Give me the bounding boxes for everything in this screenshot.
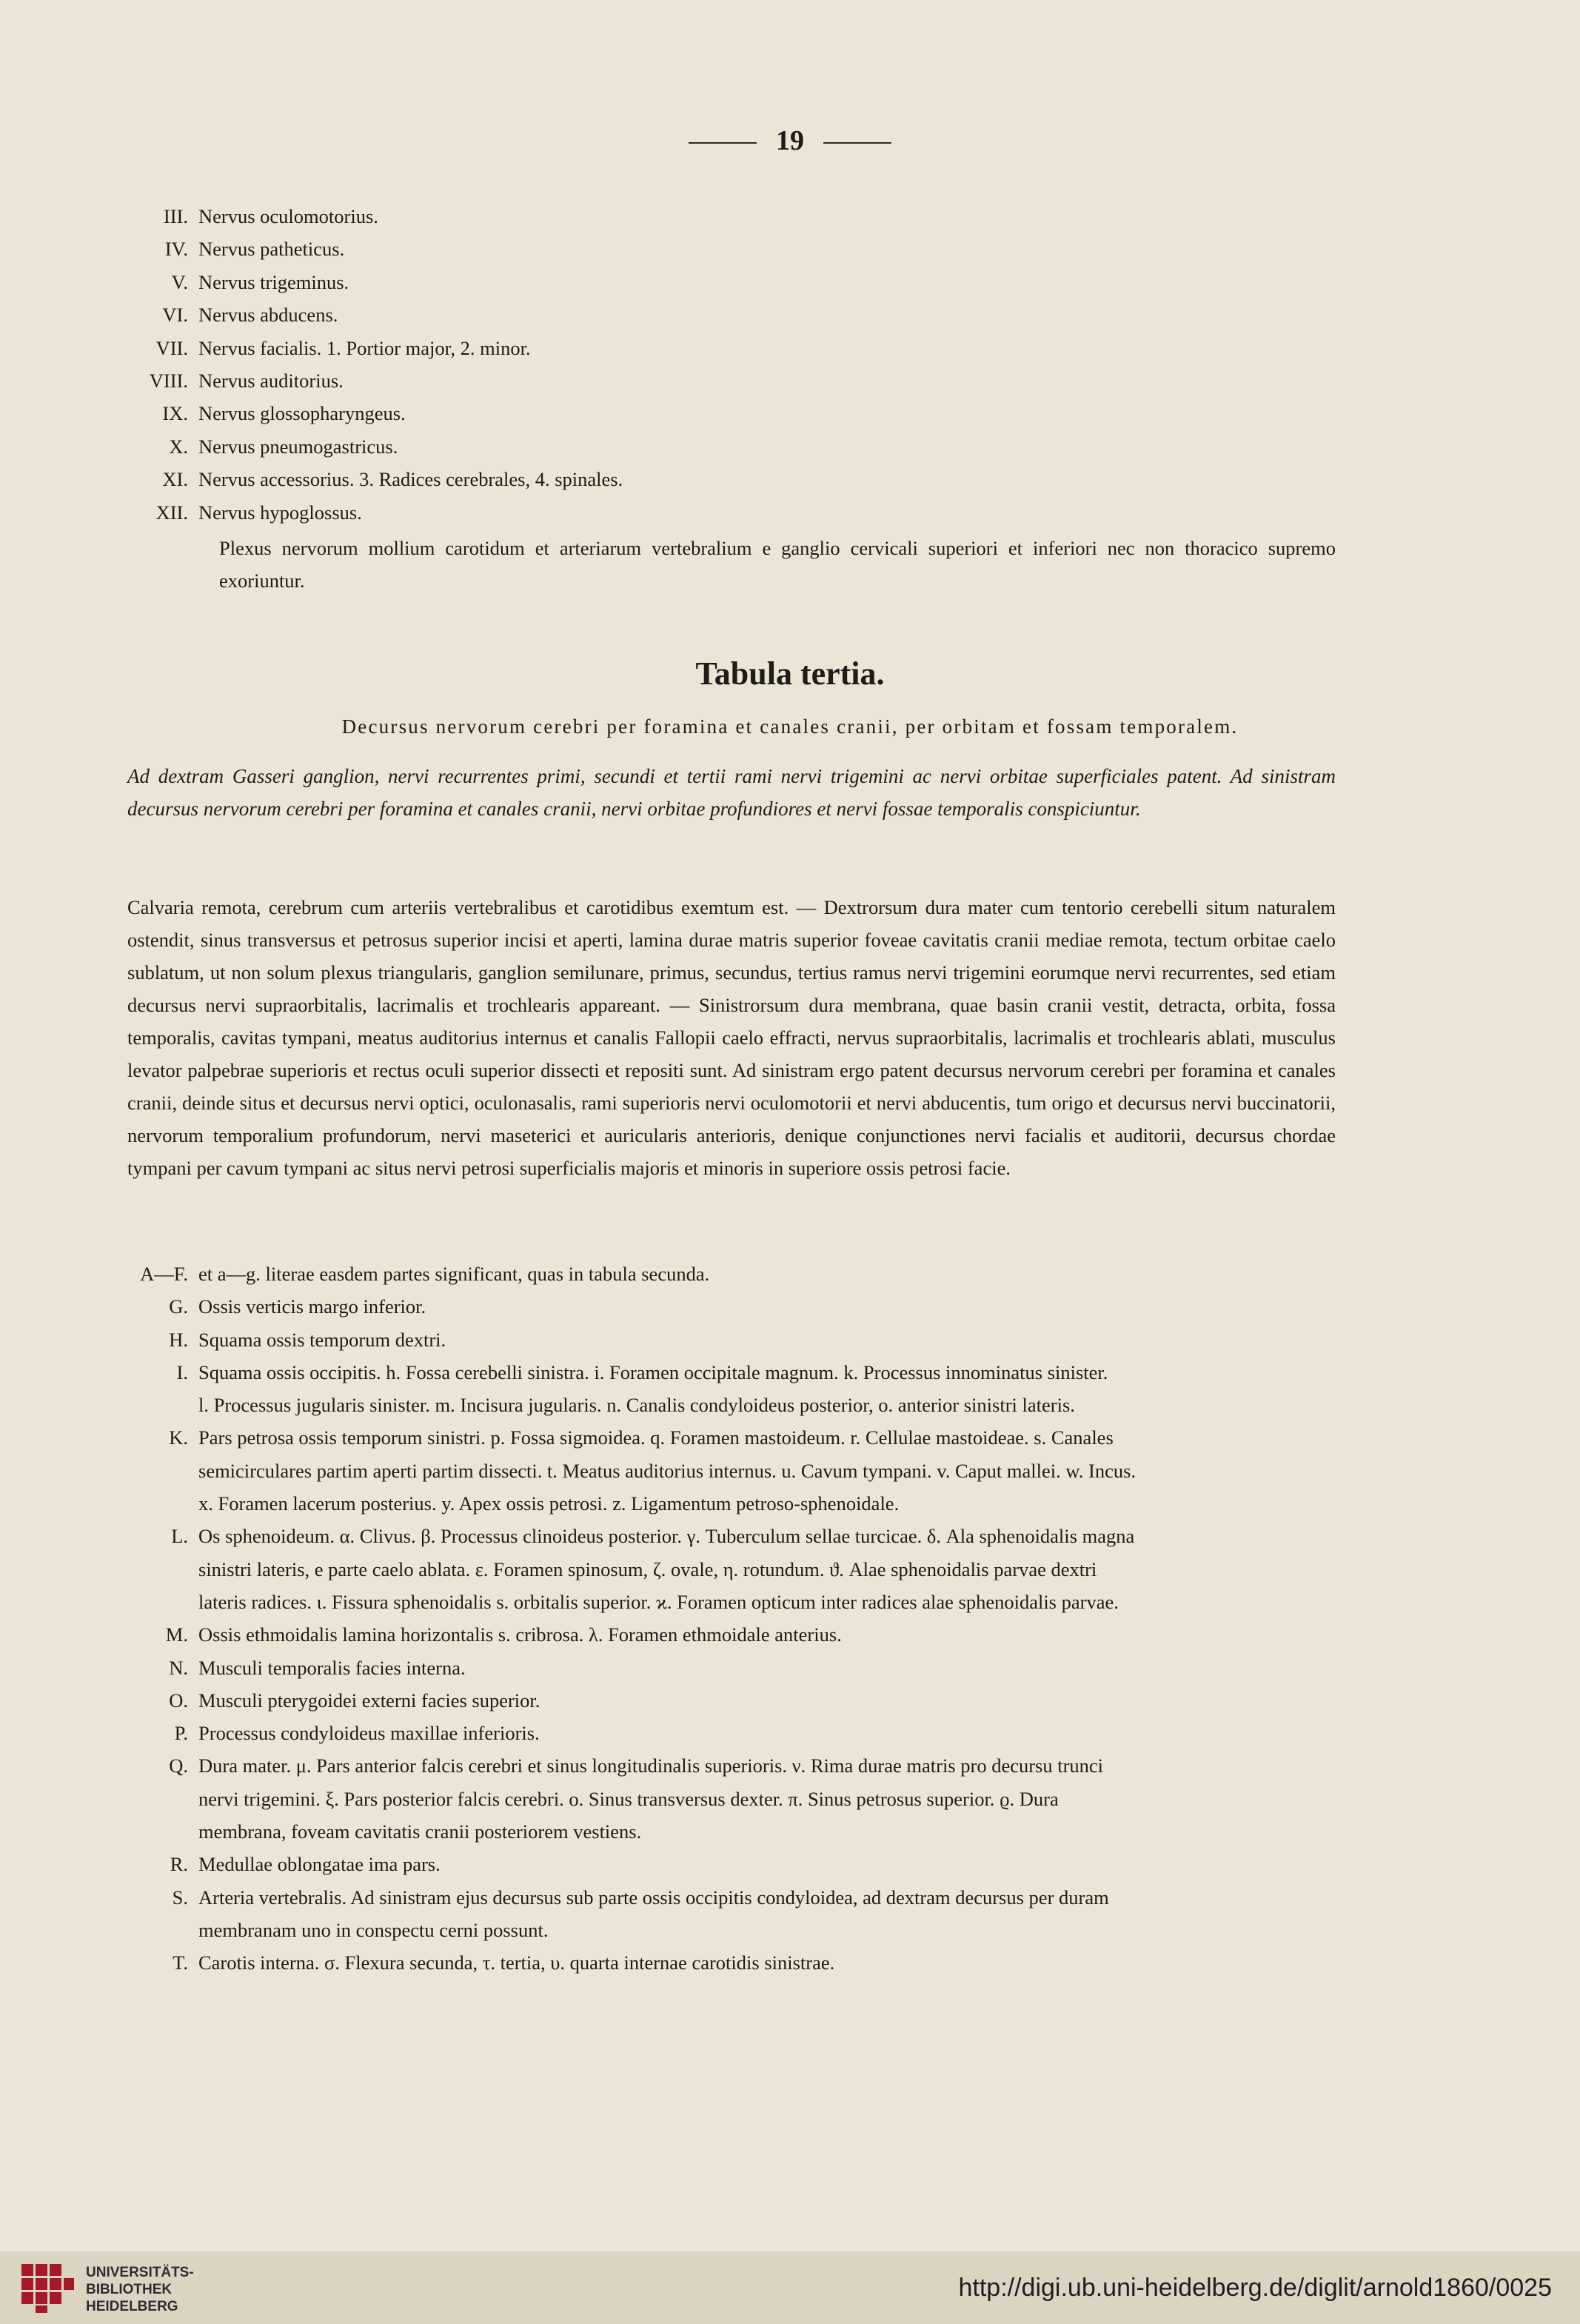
section-title: Tabula tertia. — [695, 655, 885, 692]
item-text: semicirculares partim aperti partim dissecti. t. Meatus auditorius internus. u. Cavum tympani. v. Caput mallei. w. Incus. — [198, 1459, 1137, 1482]
list-item — [126, 430, 1348, 463]
item-label: VII. — [155, 336, 188, 359]
item-label — [126, 1815, 198, 1848]
item-label: S. — [172, 1886, 188, 1909]
item-text: Musculi temporalis facies interna. — [198, 1656, 466, 1679]
item-label — [126, 1586, 198, 1618]
item-text: Medullae oblongatae ima pars. — [198, 1853, 441, 1876]
list-item — [126, 1848, 1348, 1880]
section-subtitle: Decursus nervorum cerebri per foramina et canales cranii, per orbitam et fossam temporalem. — [341, 715, 1239, 738]
page-number — [0, 124, 1580, 157]
list-item — [126, 1881, 1348, 1914]
list-item — [126, 1487, 1348, 1520]
item-label: G. — [169, 1295, 188, 1318]
list-item — [126, 463, 1348, 495]
item-text: Musculi pterygoidei externi facies superior. — [198, 1689, 540, 1712]
item-text: membrana, foveam cavitatis cranii posteriorem vestiens. — [198, 1820, 642, 1843]
item-label: VI. — [162, 304, 188, 327]
list-item — [126, 1258, 1348, 1290]
list-item — [126, 1520, 1348, 1552]
item-label — [126, 1914, 198, 1946]
item-text: Pars petrosa ossis temporum sinistri. p. Fossa sigmoidea. q. Foramen mastoideum. r. Cellulae mastoideae. s. Canales — [198, 1426, 1114, 1449]
item-label: M. — [165, 1623, 188, 1646]
page-number-text: 19 — [776, 125, 804, 156]
institution-name — [86, 2264, 194, 2315]
item-text: Nervus abducens. — [198, 304, 338, 327]
section-body: Calvaria remota, cerebrum cum arteriis vertebralibus et carotidibus exemtum est. — Dextrorsum dura mater cum tentorio cerebelli situm naturalem ostendit, sinus transversus et petrosus superior incisi et aperti, lamina durae matris superior foveae cavitatis cranii mediae remota, tectum orbitae caelo sublatum, ut non solum plexus triangularis, ganglion semilunare, primus, secundus, tertius ramus nervi trigemini eorumque nervi recurrentes, sed etiam decursus nervi supraorbitalis, lacrimalis et trochlearis appareant. — Sinistrorsum dura membrana, quae basin cranii vestit, detracta, orbita, fossa temporalis, cavitas tympani, meatus auditorius internus et canalis Fallopii caelo effracti, nervus supraorbitalis, lacrimalis et trochlearis ablati, musculus levator palpebrae superioris et rectus oculi superior dissecti et repositi sunt. Ad sinistram ergo patent decursus nervorum cerebri per foramina et canales cranii, deinde situs et decursus nervi optici, oculonasalis, rami superioris nervi oculomotorii et nervi abducentis, tum origo et decursus nervi buccinatorii, nervorum temporalium profundorum, nervi maseterici et auricularis anterioris, denique conjunctiones nervi facialis et auditorii, decursus chordae tympani per cavum tympani ac situs nervi petrosi superficialis majoris et minoris in superiore ossis petrosi facie. — [127, 896, 1336, 1179]
list-item — [126, 496, 1348, 529]
item-text: nervi trigemini. ξ. Pars posterior falcis cerebri. ο. Sinus transversus dexter. π. Sinus petrosus superior. ϱ. Dura — [198, 1787, 1059, 1810]
list-item — [126, 1618, 1348, 1651]
item-text: Nervus oculomotorius. — [198, 205, 378, 227]
item-text: membranam uno in conspectu cerni possunt. — [198, 1918, 549, 1941]
item-label: III. — [163, 205, 188, 227]
institution-line-1: UNIVERSITÄTS- — [86, 2265, 194, 2280]
item-label: L. — [171, 1525, 188, 1548]
item-label: R. — [170, 1853, 188, 1876]
item-label: P. — [174, 1722, 188, 1745]
list-item — [126, 1421, 1348, 1454]
item-label: XII. — [155, 501, 188, 524]
footer-bar — [0, 2251, 1580, 2324]
item-text: Arteria vertebralis. Ad sinistram ejus decursus sub parte ossis occipitis condyloidea, ad dextram decursus per duram — [198, 1886, 1109, 1909]
page-number-rule-left — [689, 142, 757, 144]
item-label: I. — [176, 1360, 188, 1383]
item-label: V. — [171, 270, 188, 293]
list-item — [126, 1815, 1348, 1848]
list-item — [126, 364, 1348, 397]
item-text: x. Foramen lacerum posterius. y. Apex ossis petrosi. z. Ligamentum petroso-sphenoidale. — [198, 1492, 900, 1515]
item-text: Nervus facialis. 1. Portior major, 2. minor. — [198, 336, 531, 359]
item-label: T. — [173, 1951, 188, 1974]
item-text: Nervus hypoglossus. — [198, 501, 362, 524]
item-text: Os sphenoideum. α. Clivus. β. Processus clinoideus posterior. γ. Tuberculum sellae turcicae. δ. Ala sphenoidalis magna — [198, 1525, 1135, 1548]
item-text: Nervus pneumogastricus. — [198, 435, 398, 458]
institution-line-2: BIBLIOTHEK — [86, 2282, 173, 2297]
page-number-rule-right — [823, 142, 891, 144]
item-text: l. Processus jugularis sinister. m. Incisura jugularis. n. Canalis condyloideus posterior, o. anterior sinistri lateris. — [198, 1394, 1075, 1417]
item-label — [126, 1553, 198, 1586]
list-item — [126, 266, 1348, 298]
item-text: Squama ossis temporum dextri. — [198, 1328, 446, 1351]
list-item — [126, 233, 1348, 265]
item-label — [126, 1487, 198, 1520]
list-item — [126, 1455, 1348, 1487]
list-item — [126, 1914, 1348, 1946]
item-label — [126, 1389, 198, 1421]
item-text: Processus condyloideus maxillae inferioris. — [198, 1722, 540, 1745]
list-item — [126, 1652, 1348, 1684]
list-item — [126, 332, 1348, 364]
letter-legend — [126, 1258, 1348, 1980]
item-text: Ossis ethmoidalis lamina horizontalis s. cribrosa. λ. Foramen ethmoidale anterius. — [198, 1623, 842, 1646]
item-label — [126, 1455, 198, 1487]
item-text: Ossis verticis margo inferior. — [198, 1295, 426, 1318]
item-label: IX. — [162, 402, 188, 425]
item-text: Carotis interna. σ. Flexura secunda, τ. tertia, υ. quarta internae carotidis sinistrae. — [198, 1951, 835, 1974]
item-label: XI. — [162, 468, 188, 491]
list-item — [126, 1749, 1348, 1782]
item-label: VIII. — [149, 369, 188, 392]
plexus-note: Plexus nervorum mollium carotidum et arteriarum vertebralium e ganglio cervicali superiori et inferiori nec non thoracico supremo exoriuntur. — [219, 537, 1336, 592]
item-text: Dura mater. μ. Pars anterior falcis cerebri et sinus longitudinalis superioris. ν. Rima durae matris pro decursu trunci — [198, 1754, 1104, 1777]
item-text: Nervus patheticus. — [198, 238, 345, 261]
list-item — [126, 1946, 1348, 1979]
item-text: sinistri lateris, e parte caelo ablata. ε. Foramen spinosum, ζ. ovale, η. rotundum. ϑ. Alae sphenoidalis parvae dextri — [198, 1557, 1097, 1580]
item-text: Nervus glossopharyngeus. — [198, 402, 406, 425]
list-item — [126, 1356, 1348, 1389]
list-item — [126, 298, 1348, 331]
item-text: Nervus trigeminus. — [198, 270, 349, 293]
item-text: et a—g. literae easdem partes significant, quas in tabula secunda. — [198, 1263, 710, 1285]
item-label: H. — [169, 1328, 188, 1351]
list-item — [126, 397, 1348, 430]
item-label: O. — [169, 1689, 188, 1712]
item-label: X. — [169, 435, 188, 458]
item-text: Nervus auditorius. — [198, 369, 344, 392]
university-seal-icon — [19, 2261, 76, 2314]
item-text: lateris radices. ι. Fissura sphenoidalis s. orbitalis superior. ϰ. Foramen opticum inter radices alae sphenoidalis parvae. — [198, 1590, 1119, 1613]
item-label: K. — [169, 1426, 188, 1449]
item-label: Q. — [169, 1754, 188, 1777]
item-label: A—F. — [140, 1263, 188, 1285]
list-item — [126, 1389, 1348, 1421]
institution-line-3: HEIDELBERG — [86, 2299, 178, 2314]
list-item — [126, 1553, 1348, 1586]
list-item — [126, 1586, 1348, 1618]
item-label: N. — [169, 1656, 188, 1679]
list-item — [126, 1323, 1348, 1356]
list-item — [126, 200, 1348, 233]
item-text: Nervus accessorius. 3. Radices cerebrales, 4. spinales. — [198, 468, 623, 491]
section-intro: Ad dextram Gasseri ganglion, nervi recurrentes primi, secundi et tertii rami nervi trigemini ac nervi orbitae superficiales patent. Ad sinistram decursus nervorum cerebri per foramina et canales cranii, nervi orbitae profundiores et nervi fossae temporalis conspiciuntur. — [127, 765, 1336, 820]
source-url[interactable]: http://digi.ub.uni-heidelberg.de/diglit/arnold1860/0025 — [958, 2274, 1552, 2302]
list-item — [126, 1290, 1348, 1323]
item-label: IV. — [164, 238, 188, 261]
list-item — [126, 1684, 1348, 1717]
item-text: Squama ossis occipitis. h. Fossa cerebelli sinistra. i. Foramen occipitale magnum. k. Processus innominatus sinister. — [198, 1360, 1108, 1383]
nerve-list — [126, 200, 1348, 529]
item-label — [126, 1783, 198, 1815]
list-item — [126, 1717, 1348, 1749]
list-item — [126, 1783, 1348, 1815]
